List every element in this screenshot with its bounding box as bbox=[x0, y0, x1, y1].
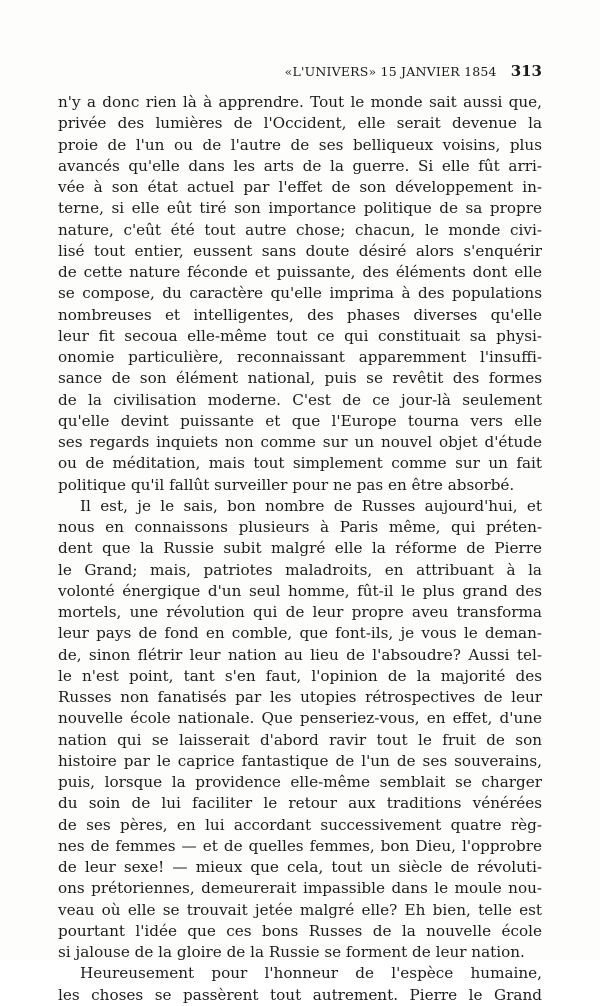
text-line: histoire par le caprice fantastique de l'un de ses souverains, bbox=[58, 751, 542, 770]
text-line: Il est, je le sais, bon nombre de Russes aujourd'hui, et bbox=[80, 496, 542, 515]
text-line: onomie particulière, reconnaissant apparemment l'insuffi- bbox=[58, 348, 542, 366]
text-line: du soin de lui faciliter le retour aux traditions vénérées bbox=[58, 794, 542, 813]
text-line: de leur sexe! — mieux que cela, tout un siècle de révoluti- bbox=[58, 858, 542, 876]
text-line: si jalouse de la gloire de la Russie se forment de leur nation. bbox=[58, 943, 525, 961]
text-line: ou de méditation, mais tout simplement comme sur un fait bbox=[58, 454, 542, 473]
text-line: privée des lumières de l'Occident, elle serait devenue la bbox=[58, 114, 542, 133]
running-head bbox=[58, 62, 542, 80]
text-line: le Grand; mais, patriotes maladroits, en attribuant à la bbox=[58, 560, 542, 579]
text-line: puis, lorsque la providence elle-même semblait se charger bbox=[58, 773, 542, 791]
text-line: nous en connaissons plusieurs à Paris même, qui préten- bbox=[58, 518, 542, 536]
text-line: vée à son état actuel par l'effet de son développement in- bbox=[58, 178, 542, 196]
text-line: ons prétoriennes, demeurerait impassible dans le moule nou- bbox=[58, 879, 542, 898]
text-line: leur fit secoua elle-même tout ce qui constituait sa physi- bbox=[58, 326, 542, 345]
text-line: leur pays de fond en comble, que font-ils, je vous le deman- bbox=[58, 624, 542, 643]
page-number: 313 bbox=[510, 62, 542, 80]
text-line: dent que la Russie subit malgré elle la réforme de Pierre bbox=[58, 539, 542, 558]
text-line: pourtant l'idée que ces bons Russes de la nouvelle école bbox=[58, 921, 542, 940]
text-line: sance de son élément national, puis se revêtit des formes bbox=[58, 369, 542, 388]
text-line: avancés qu'elle dans les arts de la guerre. Si elle fût arri- bbox=[58, 156, 542, 175]
text-line: nature, c'eût été tout autre chose; chacun, le monde civi- bbox=[58, 220, 542, 239]
text-line: Russes non fanatisés par les utopies rétrospectives de leur bbox=[58, 688, 542, 706]
text-line: de la civilisation moderne. C'est de ce jour-là seulement bbox=[58, 390, 542, 409]
text-line: veau où elle se trouvait jetée malgré elle? Eh bien, telle est bbox=[58, 900, 542, 919]
text-line: le n'est point, tant s'en faut, l'opinion de la majorité des bbox=[58, 666, 542, 685]
text-line: nouvelle école nationale. Que penseriez-vous, en effet, d'une bbox=[58, 709, 542, 728]
text-line: les choses se passèrent tout autrement. Pierre le Grand bbox=[58, 985, 542, 1004]
text-line: nation qui se laisserait d'abord ravir tout le fruit de son bbox=[58, 730, 542, 749]
text-line: Heureusement pour l'honneur de l'espèce humaine, bbox=[80, 964, 542, 983]
text-line: ses regards inquiets non comme sur un nouvel objet d'étude bbox=[58, 433, 542, 451]
text-line: n'y a donc rien là à apprendre. Tout le monde sait aussi que, bbox=[58, 93, 542, 111]
body-text bbox=[58, 92, 542, 1006]
text-line: se compose, du caractère qu'elle imprima à des populations bbox=[58, 284, 542, 303]
text-line: qu'elle devint puissante et que l'Europe tourna vers elle bbox=[58, 411, 542, 430]
text-line: proie de l'un ou de l'autre de ses belliqueux voisins, plus bbox=[58, 135, 542, 154]
text-line: nes de femmes — et de quelles femmes, bon Dieu, l'opprobre bbox=[58, 836, 542, 855]
text-line: de cette nature féconde et puissante, des éléments dont elle bbox=[58, 263, 542, 281]
text-line: terne, si elle eût tiré son importance politique de sa propre bbox=[58, 199, 542, 218]
text-line: politique qu'il fallût surveiller pour ne pas en être absorbé. bbox=[58, 475, 515, 494]
paragraph bbox=[58, 963, 542, 1006]
text-line: mortels, une révolution qui de leur propre aveu transforma bbox=[58, 603, 542, 621]
text-line: nombreuses et intelligentes, des phases diverses qu'elle bbox=[58, 305, 542, 324]
text-line: volonté énergique d'un seul homme, fût-il le plus grand des bbox=[58, 581, 542, 600]
text-line: lisé tout entier, eussent sans doute désiré alors s'enquérir bbox=[58, 241, 542, 260]
text-line: de ses pères, en lui accordant successivement quatre règ- bbox=[58, 815, 542, 834]
paragraph bbox=[58, 496, 542, 964]
paragraph bbox=[58, 92, 542, 496]
running-head-title: «L'UNIVERS» 15 JANVIER 1854 bbox=[284, 64, 497, 79]
text-line: de, sinon flétrir leur nation au lieu de l'absoudre? Aussi tel- bbox=[58, 645, 542, 664]
